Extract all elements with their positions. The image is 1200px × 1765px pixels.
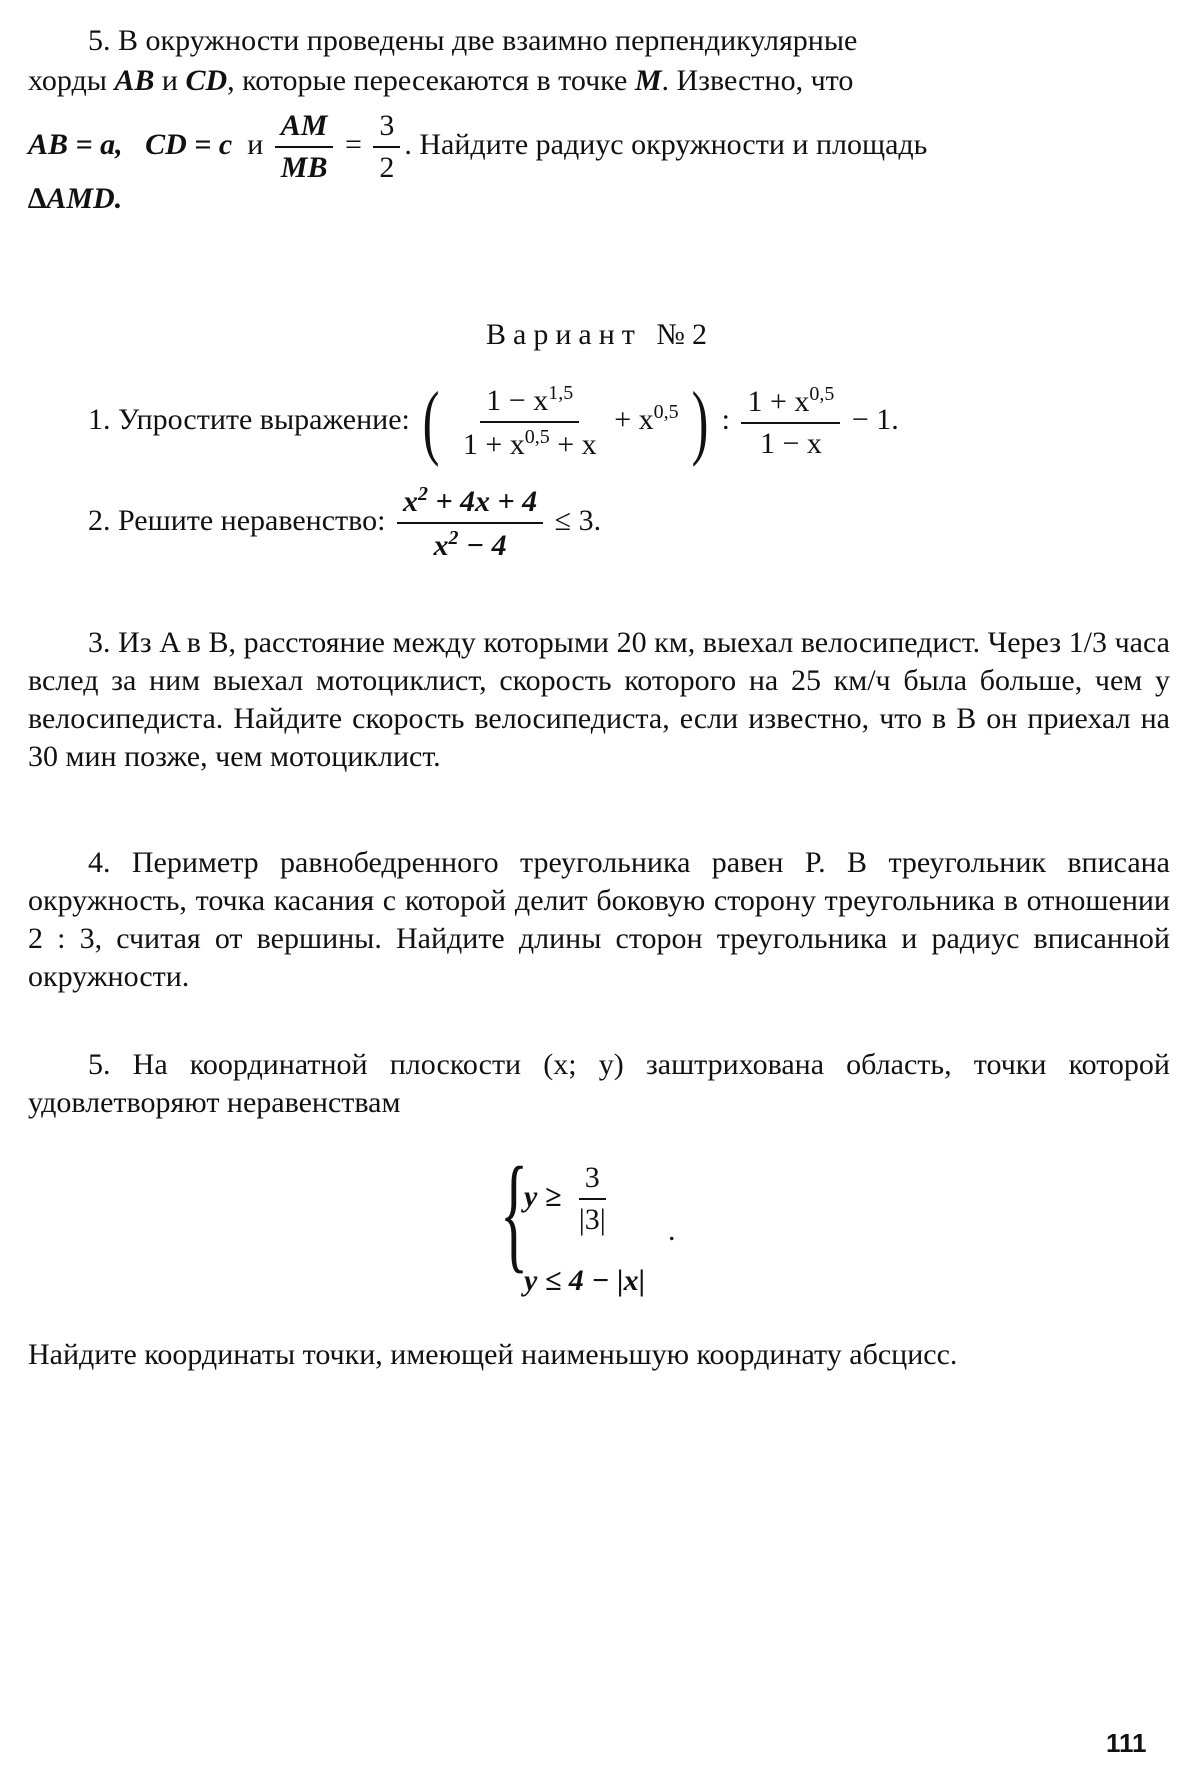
inequality-2: y ≤ 4 − |x|: [524, 1264, 646, 1297]
inequality-1: y ≥ $\frac{3}{|3|}$: [524, 1161, 606, 1236]
right-paren: ): [691, 375, 709, 468]
task-5-question: Найдите координаты точки, имеющей наименьшую координату абсцисс.: [28, 1338, 958, 1371]
system-dot: .: [668, 1214, 676, 1247]
prev-problem-line1: 5. В окружности проведены две взаимно перпендикулярные: [88, 24, 858, 57]
ratio-fraction: $\frac{AM}{MB}$: [275, 108, 334, 186]
task1-fraction-1: $\frac{1 - x^{1,5}}{1 + x^{0,5} + x}$: [462, 382, 597, 461]
system-brace: {: [500, 1141, 529, 1285]
task-2: 2. Решите неравенство: $\frac{x^2 + 4x + 4}{x^2 - 4}$ ≤ 3.: [88, 483, 602, 562]
prev-problem-line2: хорды AB и CD, которые пересекаются в точке M. Известно, что: [28, 64, 854, 97]
page-number: 111: [1106, 1728, 1147, 1758]
variant-title: Вариант №2: [486, 318, 714, 351]
task-3: 3. Из A в B, расстояние между которыми 20 км, выехал велосипедист. Через 1/3 часа вслед за ним выехал мотоциклист, скорость которого на 25 км/ч была больше, чем у велосипедиста. Найдите скорость велосипедиста, если известно, что в B он приехал на 30 мин позже, чем мотоциклист.: [28, 626, 1170, 773]
left-paren: (: [422, 375, 440, 468]
prev-problem-line3: AB = a, CD = c и $\frac{AM}{MB}$ = $\frac{3}{2}$ . Найдите радиус окружности и площадь: [28, 109, 928, 184]
task-1: 1. Упростите выражение: ( $\frac{1 - x^{1,5}}{1 + x^{0,5} + x}$ + $x^{0,5}$ ) : $\frac{1 + x^{0,5}}{1 - x}$ − 1.: [88, 375, 899, 468]
task1-fraction-2: $\frac{1 + x^{0,5}}{1 - x}$: [741, 382, 840, 462]
task-5-text: 5. На координатной плоскости (x; y) заштрихована область, точки которой удовлетворяют неравенствам: [28, 1048, 1170, 1119]
task2-fraction: $\frac{x^2 + 4x + 4}{x^2 - 4}$: [397, 482, 543, 564]
task-4: 4. Периметр равнобедренного треугольника равен P. В треугольник вписана окружность, точка касания с которой делит боковую сторону треугольника в отношении 2 : 3, считая от вершины. Найдите длины сторон треугольника и радиус вписанной окружности.: [28, 846, 1170, 993]
ratio-value-fraction: $\frac{3}{2}$: [373, 108, 400, 186]
prev-problem-line4: ∆AMD.: [28, 182, 123, 215]
